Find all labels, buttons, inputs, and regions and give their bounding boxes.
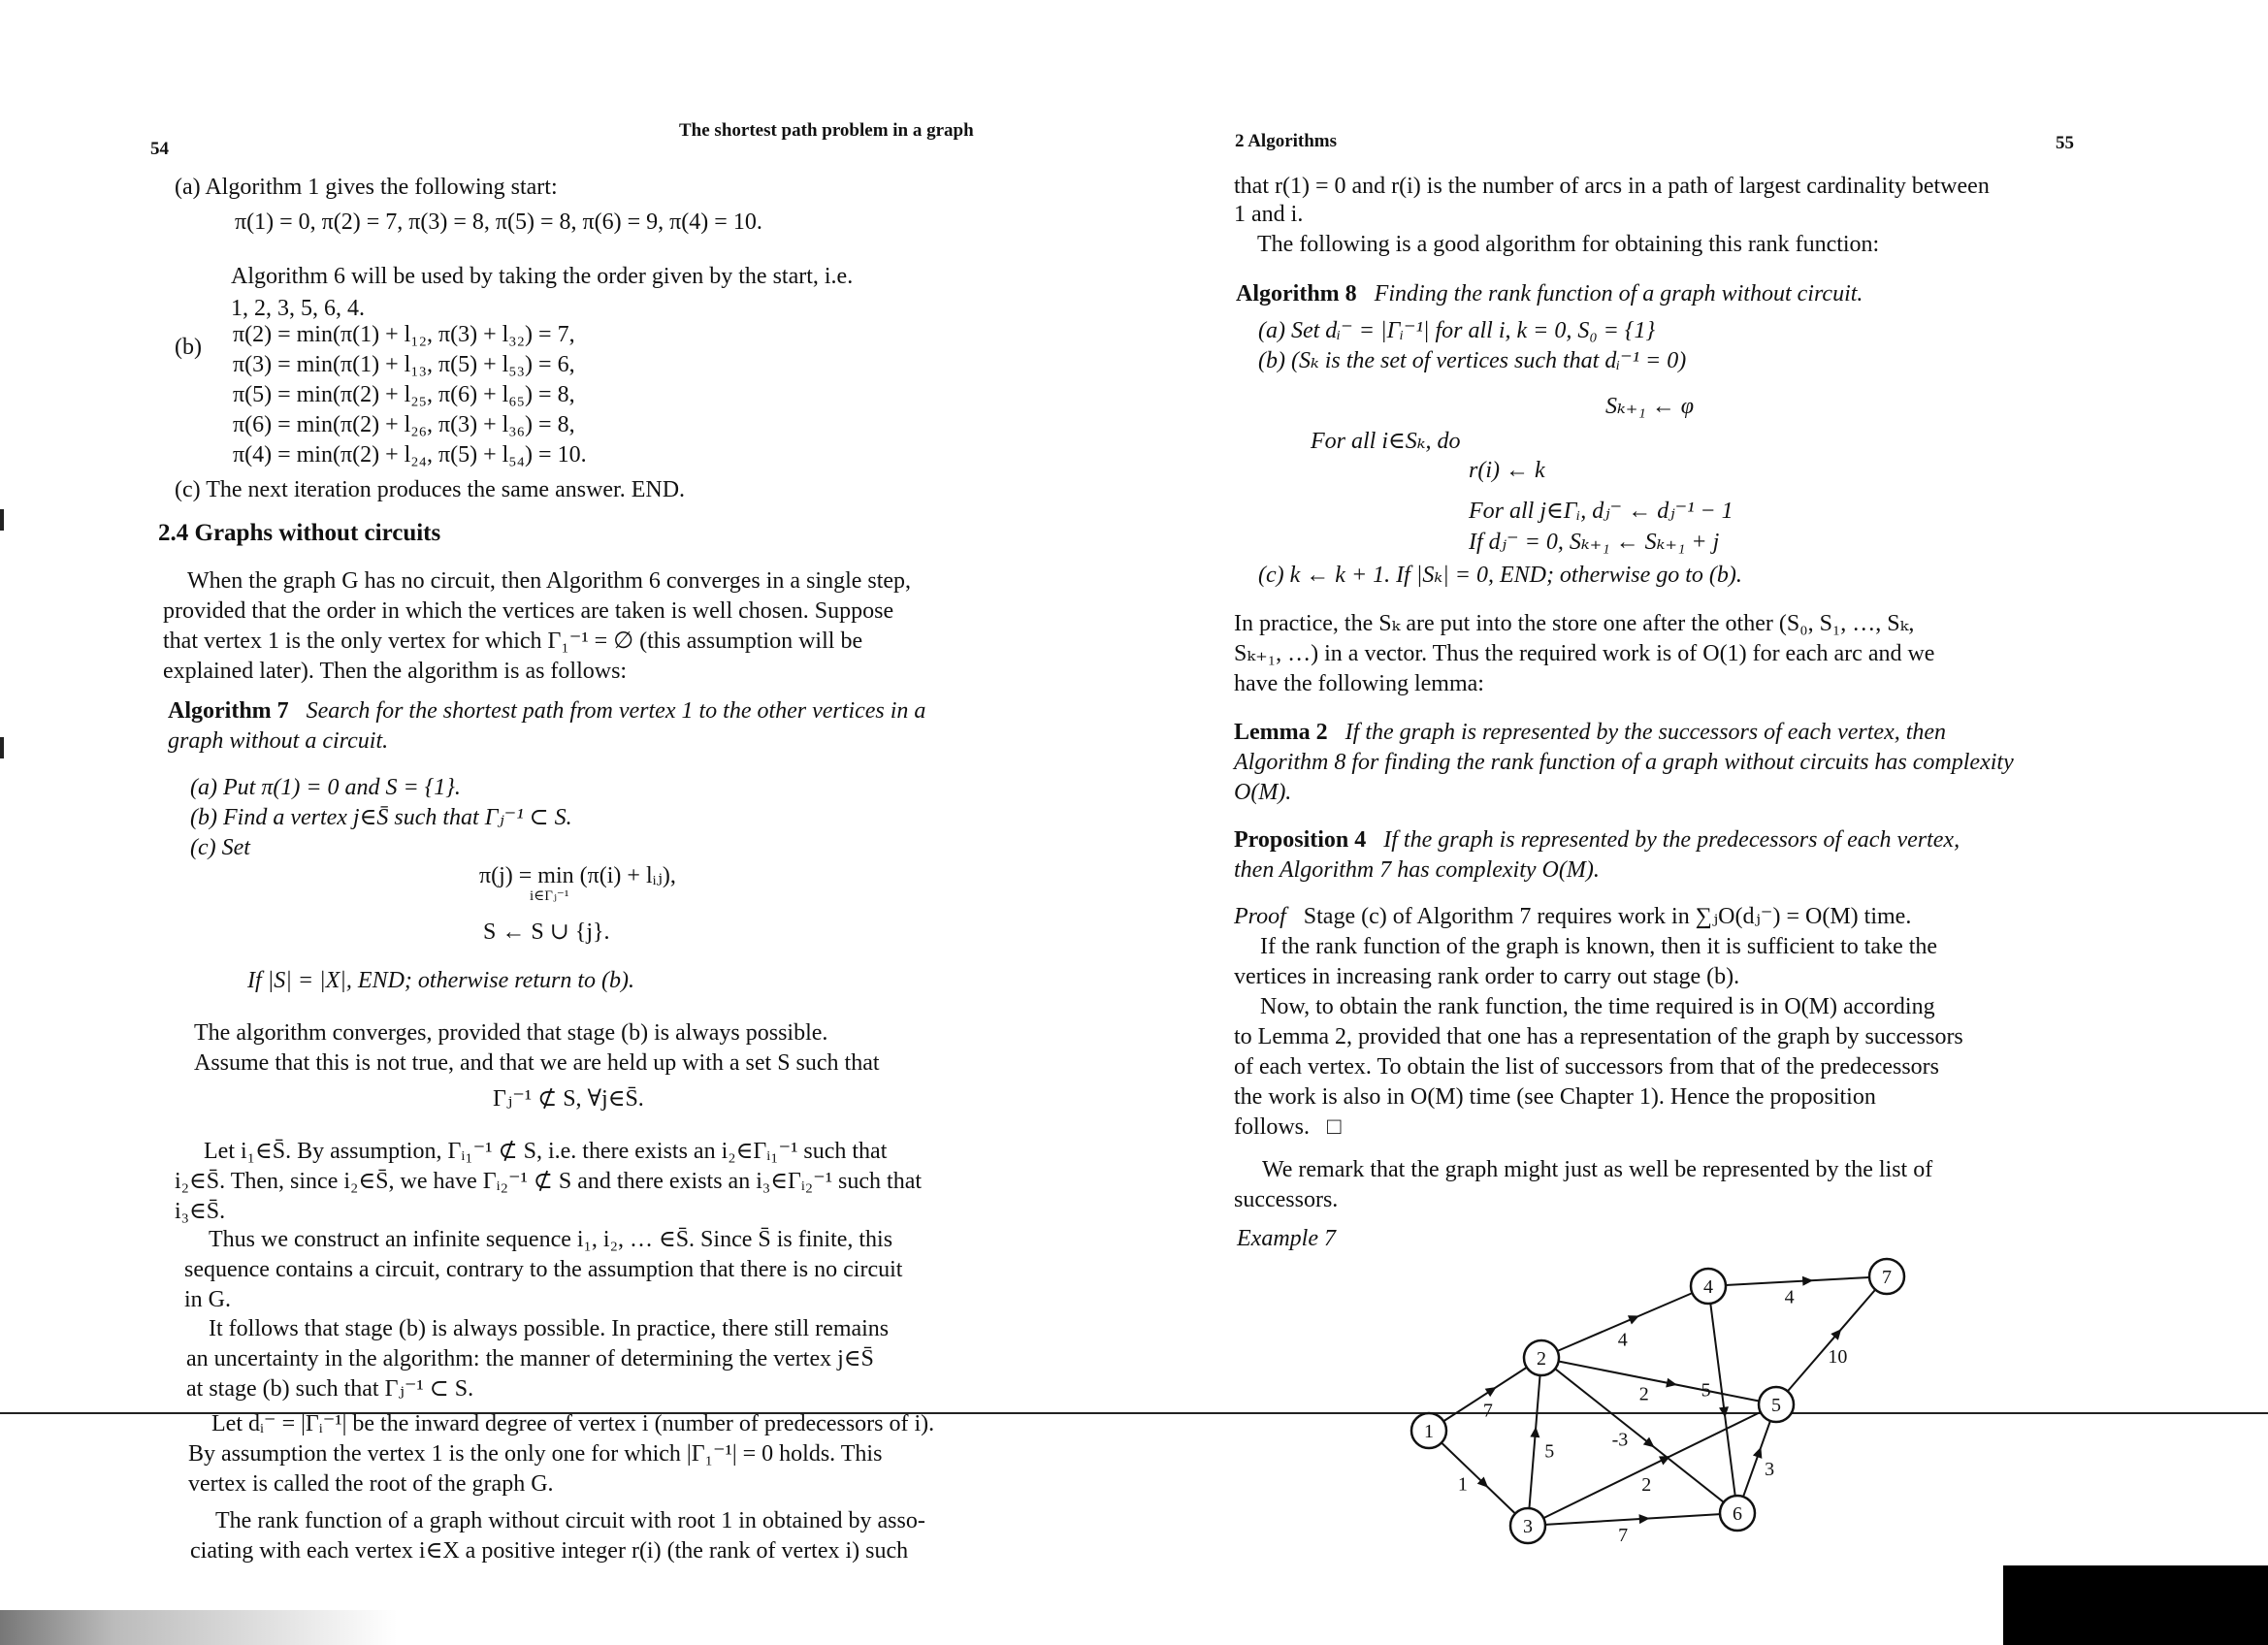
- graph-weight-2-6: -3: [1611, 1429, 1629, 1451]
- section-title: 2.4 Graphs without circuits: [158, 520, 441, 546]
- remark-1: We remark that the graph might just as well be represented by the list of: [1262, 1157, 1933, 1182]
- algo8-step-a: (a) Set dᵢ⁻ = |Γᵢ⁻¹| for all i, k = 0, S₀ = {1}: [1258, 318, 1656, 343]
- proof-2: If the rank function of the graph is known, then it is sufficient to take the: [1260, 934, 1938, 959]
- c-line: (c) The next iteration produces the same answer. END.: [175, 477, 686, 502]
- b-eq2: π(3) = min(π(1) + l₁₃, π(5) + l₅₃) = 6,: [233, 352, 575, 377]
- graph-node-label-7: 7: [1882, 1267, 1892, 1288]
- page-number-left: 54: [150, 139, 169, 159]
- cont-2: 1 and i.: [1234, 202, 1304, 227]
- thus-2: sequence contains a circuit, contrary to the assumption that there is no circuit: [184, 1257, 903, 1282]
- prac-3: have the following lemma:: [1234, 671, 1484, 696]
- let-1: Let i₁∈S̄. By assumption, Γᵢ₁⁻¹ ⊄ S, i.e. there exists an i₂∈Γᵢ₁⁻¹ such that: [204, 1139, 888, 1164]
- graph-arrow-2-5: [1666, 1378, 1677, 1388]
- prop-2: then Algorithm 7 has complexity O(M).: [1234, 857, 1600, 883]
- graph-node-label-6: 6: [1733, 1503, 1742, 1525]
- lemma-3: O(M).: [1234, 780, 1292, 805]
- conv-2: Assume that this is not true, and that we are held up with a set S such that: [194, 1050, 880, 1076]
- graph-node-label-1: 1: [1424, 1421, 1434, 1442]
- graph-weight-4-6: 5: [1701, 1379, 1711, 1402]
- page-number-right: 55: [2056, 133, 2074, 153]
- graph-arrow-3-2: [1530, 1427, 1539, 1437]
- proof-7: the work is also in O(M) time (see Chapter 1). Hence the proposition: [1234, 1084, 1876, 1110]
- graph-edge-1-3: [1442, 1442, 1515, 1513]
- graph-node-label-5: 5: [1771, 1395, 1781, 1416]
- graph-arrow-3-6: [1639, 1514, 1650, 1524]
- proof-1: Stage (c) of Algorithm 7 requires work in ∑ⱼO(dⱼ⁻) = O(M) time.: [1303, 904, 1912, 929]
- graph-weight-3-2: 5: [1544, 1440, 1555, 1463]
- lemma-1: If the graph is represented by the successors of each vertex, then: [1345, 720, 1947, 745]
- algo8-ri: r(i) ← k: [1469, 458, 1545, 483]
- inward-2: By assumption the vertex 1 is the only one for which |Γ₁⁻¹| = 0 holds. This: [188, 1441, 883, 1467]
- proof-label: Proof: [1234, 904, 1286, 929]
- algo7-end: If |S| = |X|, END; otherwise return to (b).: [247, 968, 634, 993]
- algo7-heading: [168, 696, 925, 726]
- rank-1: The rank function of a graph without circuit with root 1 in obtained by asso-: [215, 1508, 925, 1533]
- algo7-eq1-subscript: i∈Γⱼ⁻¹: [530, 888, 569, 904]
- graph-edge-5-7: [1788, 1290, 1875, 1392]
- prac-2: Sₖ₊₁, …) in a vector. Thus the required work is of O(1) for each arc and we: [1234, 641, 1935, 666]
- graph-weight-6-5: 3: [1765, 1458, 1775, 1480]
- graph-weight-3-5: 2: [1641, 1474, 1652, 1497]
- lemma-heading: [1234, 718, 1946, 748]
- algo8-label: Algorithm 8: [1236, 281, 1357, 306]
- algo8-step-c: (c) k ← k + 1. If |Sₖ| = 0, END; otherwise go to (b).: [1258, 563, 1742, 588]
- proof-heading: [1234, 902, 1911, 932]
- algo8-forj: For all j∈Γᵢ, dⱼ⁻ ← dⱼ⁻¹ − 1: [1469, 499, 1733, 524]
- b-eq1: π(2) = min(π(1) + l₁₂, π(3) + l₃₂) = 7,: [233, 322, 575, 347]
- algo7-step-a: (a) Put π(1) = 0 and S = {1}.: [190, 775, 461, 800]
- prac-1: In practice, the Sₖ are put into the store one after the other (S₀, S₁, …, Sₖ,: [1234, 611, 1915, 636]
- algo6-line2: 1, 2, 3, 5, 6, 4.: [231, 296, 365, 321]
- proof-4: Now, to obtain the rank function, the time required is in O(M) according: [1260, 994, 1935, 1019]
- algo8-forall: For all i∈Sₖ, do: [1311, 429, 1461, 454]
- algo8-heading: [1236, 279, 1863, 309]
- example-label: Example 7: [1237, 1226, 1336, 1251]
- proof-6: of each vertex. To obtain the list of successors from that of the predecessors: [1234, 1054, 1939, 1080]
- graph-arrow-4-6: [1719, 1406, 1729, 1418]
- graph-weight-5-7: 10: [1828, 1346, 1848, 1369]
- cont-1: that r(1) = 0 and r(i) is the number of arcs in a path of largest cardinality between: [1234, 174, 1990, 199]
- algo8-if: If dⱼ⁻ = 0, Sₖ₊₁ ← Sₖ₊₁ + j: [1469, 530, 1720, 555]
- let-3: i₃∈S̄.: [175, 1199, 226, 1224]
- graph-edge-3-2: [1529, 1375, 1539, 1508]
- algo7-step-b: (b) Find a vertex j∈S̄ such that Γⱼ⁻¹ ⊂ S.: [190, 805, 572, 830]
- start-line: (a) Algorithm 1 gives the following start:: [175, 175, 558, 200]
- intro-3: that vertex 1 is the only vertex for which Γ₁⁻¹ = ∅ (this assumption will be: [163, 629, 863, 654]
- graph-edge-4-6: [1710, 1304, 1734, 1496]
- intro-2: provided that the order in which the vertices are taken is well chosen. Suppose: [163, 598, 894, 624]
- example-graph: [1377, 1232, 2172, 1562]
- follows-2: an uncertainty in the algorithm: the manner of determining the vertex j∈S̄: [186, 1346, 874, 1371]
- algo8-step-b: (b) (Sₖ is the set of vertices such that dᵢ⁻¹ = 0): [1258, 348, 1687, 373]
- graph-weight-1-2: 7: [1482, 1400, 1493, 1422]
- algo8-sk: Sₖ₊₁ ← φ: [1605, 394, 1695, 419]
- let-2: i₂∈S̄. Then, since i₂∈S̄, we have Γᵢ₂⁻¹ ⊄ S and there exists an i₃∈Γᵢ₂⁻¹ such that: [175, 1169, 923, 1194]
- proof-8-line: [1234, 1113, 1342, 1143]
- conv-eq: Γⱼ⁻¹ ⊄ S, ∀j∈S̄.: [493, 1086, 644, 1112]
- algo7-eq1: π(j) = min (π(i) + lᵢⱼ),: [479, 863, 676, 888]
- graph-weight-3-6: 7: [1618, 1525, 1629, 1547]
- proof-3: vertices in increasing rank order to carry out stage (b).: [1234, 964, 1740, 989]
- inward-1: Let dᵢ⁻ = |Γᵢ⁻¹| be the inward degree of vertex i (number of predecessors of i).: [211, 1411, 935, 1436]
- lemma-label: Lemma 2: [1234, 720, 1328, 745]
- graph-weight-4-7: 4: [1784, 1286, 1795, 1308]
- follows-3: at stage (b) such that Γⱼ⁻¹ ⊂ S.: [186, 1376, 474, 1402]
- graph-node-label-3: 3: [1523, 1516, 1533, 1537]
- algo7-title-2: graph without a circuit.: [168, 728, 389, 754]
- algo8-title: Finding the rank function of a graph without circuit.: [1374, 281, 1863, 306]
- graph-weight-1-3: 1: [1457, 1473, 1468, 1496]
- proof-5: to Lemma 2, provided that one has a representation of the graph by successors: [1234, 1024, 1963, 1049]
- thus-1: Thus we construct an infinite sequence i₁, i₂, … ∈S̄. Since S̄ is finite, this: [209, 1227, 893, 1252]
- proof-8: follows.: [1234, 1114, 1310, 1140]
- algo7-label: Algorithm 7: [168, 698, 289, 724]
- graph-arrow-4-7: [1802, 1276, 1813, 1286]
- cont-3: The following is a good algorithm for obtaining this rank function:: [1257, 232, 1880, 257]
- algo7-title-1: Search for the shortest path from vertex 1 to the other vertices in a: [306, 698, 926, 724]
- running-head-left: The shortest path problem in a graph: [679, 120, 974, 141]
- b-label: (b): [175, 335, 202, 360]
- b-eq3: π(5) = min(π(2) + l₂₅, π(6) + l₆₅) = 8,: [233, 382, 575, 407]
- graph-edge-3-6: [1545, 1514, 1720, 1525]
- prop-1: If the graph is represented by the predecessors of each vertex,: [1383, 827, 1960, 853]
- algo7-step-c: (c) Set: [190, 835, 250, 860]
- prop-heading: [1234, 825, 1960, 855]
- conv-1: The algorithm converges, provided that stage (b) is always possible.: [194, 1020, 828, 1046]
- follows-1: It follows that stage (b) is always possible. In practice, there still remains: [209, 1316, 890, 1341]
- lemma-2: Algorithm 8 for finding the rank function of a graph without circuits has complexity: [1234, 750, 2014, 775]
- graph-edge-4-7: [1726, 1277, 1869, 1285]
- graph-node-label-4: 4: [1703, 1276, 1713, 1298]
- graph-arrow-1-2: [1485, 1387, 1497, 1397]
- algo6-line1: Algorithm 6 will be used by taking the order given by the start, i.e.: [231, 264, 854, 289]
- graph-arrow-6-5: [1753, 1447, 1762, 1459]
- start-values: π(1) = 0, π(2) = 7, π(3) = 8, π(5) = 8, π(6) = 9, π(4) = 10.: [235, 210, 762, 235]
- graph-weight-2-4: 4: [1617, 1329, 1628, 1351]
- rank-2: ciating with each vertex i∈X a positive integer r(i) (the rank of vertex i) such: [190, 1538, 909, 1564]
- thus-3: in G.: [184, 1287, 231, 1312]
- prop-label: Proposition 4: [1234, 827, 1367, 853]
- remark-2: successors.: [1234, 1187, 1339, 1212]
- qed-box: □: [1327, 1114, 1342, 1140]
- running-head-right: 2 Algorithms: [1235, 131, 1338, 151]
- b-eq5: π(4) = min(π(2) + l₂₄, π(5) + l₅₄) = 10.: [233, 442, 587, 468]
- inward-3: vertex is called the root of the graph G.: [188, 1471, 554, 1497]
- algo7-eq2: S ← S ∪ {j}.: [483, 919, 610, 945]
- b-eq4: π(6) = min(π(2) + l₂₆, π(3) + l₃₆) = 8,: [233, 412, 575, 437]
- graph-weight-2-5: 2: [1638, 1383, 1649, 1405]
- intro-4: explained later). Then the algorithm is as follows:: [163, 659, 628, 684]
- graph-node-label-2: 2: [1537, 1348, 1546, 1370]
- right-page: [1134, 0, 2268, 1645]
- intro-1: When the graph G has no circuit, then Algorithm 6 converges in a single step,: [187, 568, 912, 594]
